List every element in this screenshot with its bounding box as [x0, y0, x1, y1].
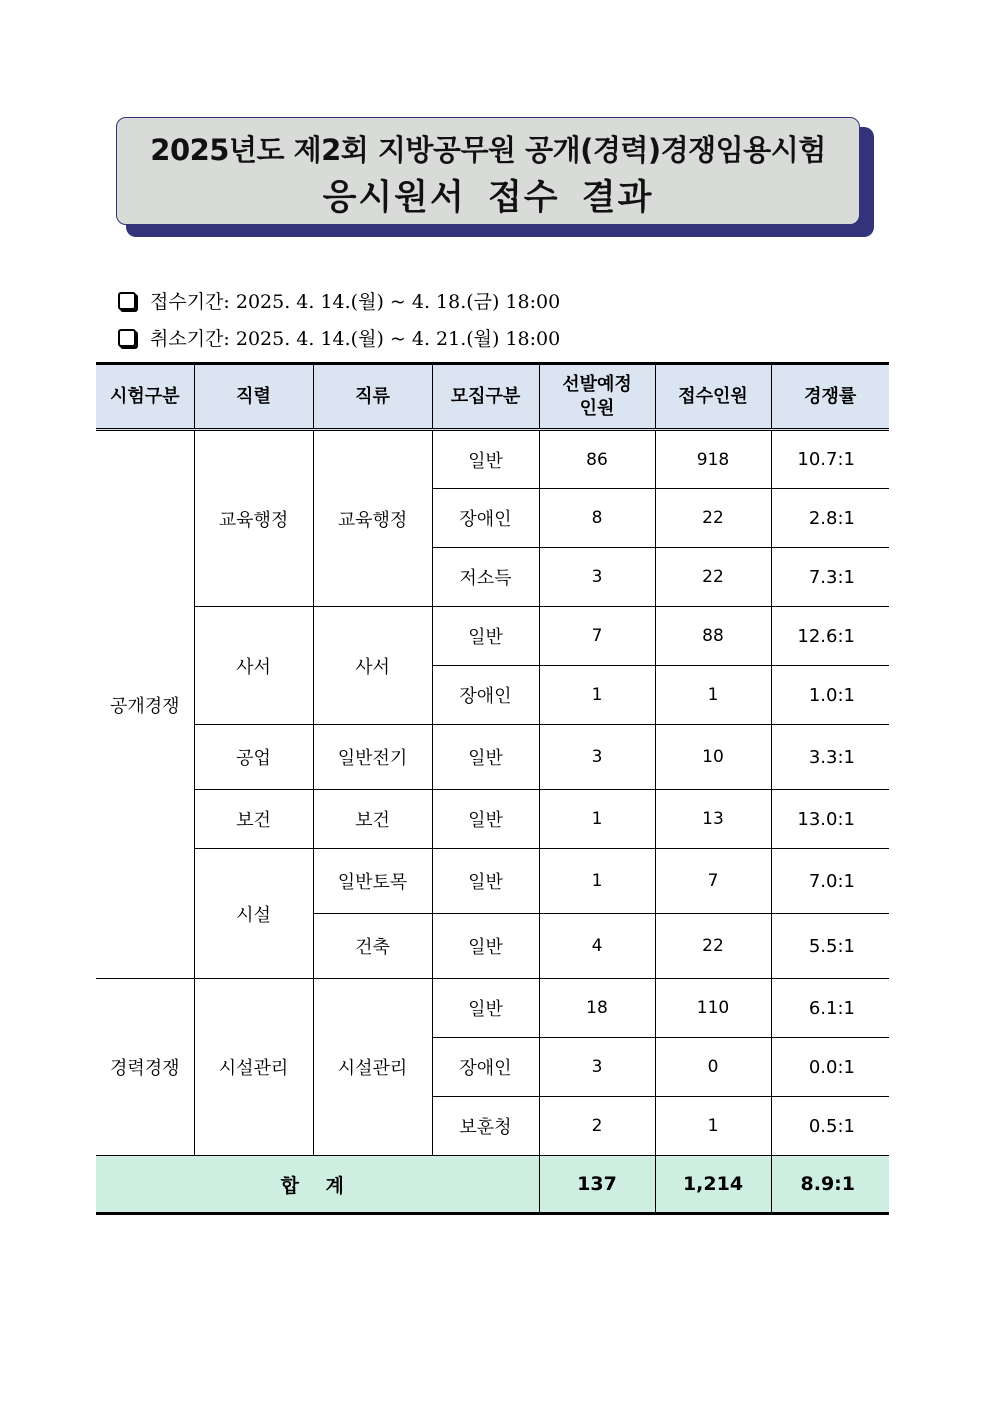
applied-cell: 13	[655, 790, 771, 849]
ratio-cell: 2.8:1	[771, 489, 889, 548]
planned-cell: 3	[539, 725, 655, 790]
table-row	[96, 849, 889, 914]
cancellation-period-text: 취소기간: 2025. 4. 14.(월) ~ 4. 21.(월) 18:00	[150, 328, 561, 350]
recruit-type-cell: 장애인	[432, 1038, 539, 1097]
ratio-cell: 13.0:1	[771, 790, 889, 849]
recruit-type-cell: 일반	[432, 725, 539, 790]
applied-cell: 22	[655, 489, 771, 548]
total-label: 합 계	[96, 1156, 539, 1214]
planned-cell: 18	[539, 979, 655, 1038]
group-career-cell: 경력경쟁	[96, 979, 194, 1156]
header-planned-line1: 선발예정	[562, 373, 632, 395]
planned-cell: 86	[539, 430, 655, 489]
page-title: 2025년도 제2회 지방공무원 공개(경력)경쟁임용시험	[150, 133, 826, 167]
ratio-cell: 6.1:1	[771, 979, 889, 1038]
planned-cell: 1	[539, 666, 655, 725]
header-class: 직류	[313, 364, 432, 430]
total-planned: 137	[539, 1156, 655, 1214]
applied-cell: 10	[655, 725, 771, 790]
series-cell: 공업	[194, 725, 313, 790]
recruit-type-cell: 저소득	[432, 548, 539, 607]
planned-cell: 8	[539, 489, 655, 548]
ratio-cell: 7.0:1	[771, 849, 889, 914]
planned-cell: 3	[539, 1038, 655, 1097]
header-series: 직렬	[194, 364, 313, 430]
applied-cell: 22	[655, 914, 771, 979]
planned-cell: 4	[539, 914, 655, 979]
recruit-type-cell: 일반	[432, 790, 539, 849]
recruit-type-cell: 일반	[432, 430, 539, 489]
ratio-cell: 1.0:1	[771, 666, 889, 725]
total-row	[96, 1156, 889, 1214]
recruit-type-cell: 일반	[432, 914, 539, 979]
class-cell: 건축	[313, 914, 432, 979]
table-row	[96, 979, 889, 1038]
checkbox-bullet-icon	[118, 292, 136, 310]
applied-cell: 88	[655, 607, 771, 666]
planned-cell: 7	[539, 607, 655, 666]
group-open-cell: 공개경쟁	[96, 430, 194, 979]
series-cell: 시설	[194, 849, 313, 979]
recruit-type-cell: 일반	[432, 979, 539, 1038]
planned-cell: 2	[539, 1097, 655, 1156]
page-subtitle: 응시원서 접수 결과	[322, 178, 654, 218]
application-period	[118, 287, 560, 314]
class-cell: 일반토목	[313, 849, 432, 914]
ratio-cell: 0.5:1	[771, 1097, 889, 1156]
ratio-cell: 0.0:1	[771, 1038, 889, 1097]
ratio-cell: 12.6:1	[771, 607, 889, 666]
table-row	[96, 607, 889, 666]
header-recruit-type: 모집구분	[432, 364, 539, 430]
header-planned-line2: 인원	[579, 397, 615, 419]
series-cell: 교육행정	[194, 430, 313, 607]
applied-cell: 110	[655, 979, 771, 1038]
checkbox-bullet-icon	[118, 329, 136, 347]
class-cell: 시설관리	[313, 979, 432, 1156]
table-header-row	[96, 364, 889, 430]
results-table	[96, 362, 889, 1215]
applied-cell: 0	[655, 1038, 771, 1097]
title-box	[116, 117, 860, 225]
applied-cell: 918	[655, 430, 771, 489]
planned-cell: 1	[539, 790, 655, 849]
recruit-type-cell: 장애인	[432, 666, 539, 725]
recruit-type-cell: 보훈청	[432, 1097, 539, 1156]
planned-cell: 1	[539, 849, 655, 914]
header-planned	[539, 364, 655, 430]
total-ratio: 8.9:1	[771, 1156, 889, 1214]
recruit-type-cell: 일반	[432, 607, 539, 666]
header-applied: 접수인원	[655, 364, 771, 430]
planned-cell: 3	[539, 548, 655, 607]
total-applied: 1,214	[655, 1156, 771, 1214]
applied-cell: 1	[655, 1097, 771, 1156]
table-row	[96, 790, 889, 849]
application-period-text: 접수기간: 2025. 4. 14.(월) ~ 4. 18.(금) 18:00	[150, 291, 561, 313]
header-ratio: 경쟁률	[771, 364, 889, 430]
recruit-type-cell: 일반	[432, 849, 539, 914]
cancellation-period	[118, 324, 560, 351]
ratio-cell: 7.3:1	[771, 548, 889, 607]
class-cell: 사서	[313, 607, 432, 725]
class-cell: 교육행정	[313, 430, 432, 607]
ratio-cell: 5.5:1	[771, 914, 889, 979]
table-row	[96, 430, 889, 489]
ratio-cell: 10.7:1	[771, 430, 889, 489]
header-exam-type: 시험구분	[96, 364, 194, 430]
series-cell: 보건	[194, 790, 313, 849]
series-cell: 사서	[194, 607, 313, 725]
applied-cell: 7	[655, 849, 771, 914]
applied-cell: 1	[655, 666, 771, 725]
series-cell: 시설관리	[194, 979, 313, 1156]
ratio-cell: 3.3:1	[771, 725, 889, 790]
applied-cell: 22	[655, 548, 771, 607]
recruit-type-cell: 장애인	[432, 489, 539, 548]
table-row	[96, 725, 889, 790]
class-cell: 일반전기	[313, 725, 432, 790]
class-cell: 보건	[313, 790, 432, 849]
